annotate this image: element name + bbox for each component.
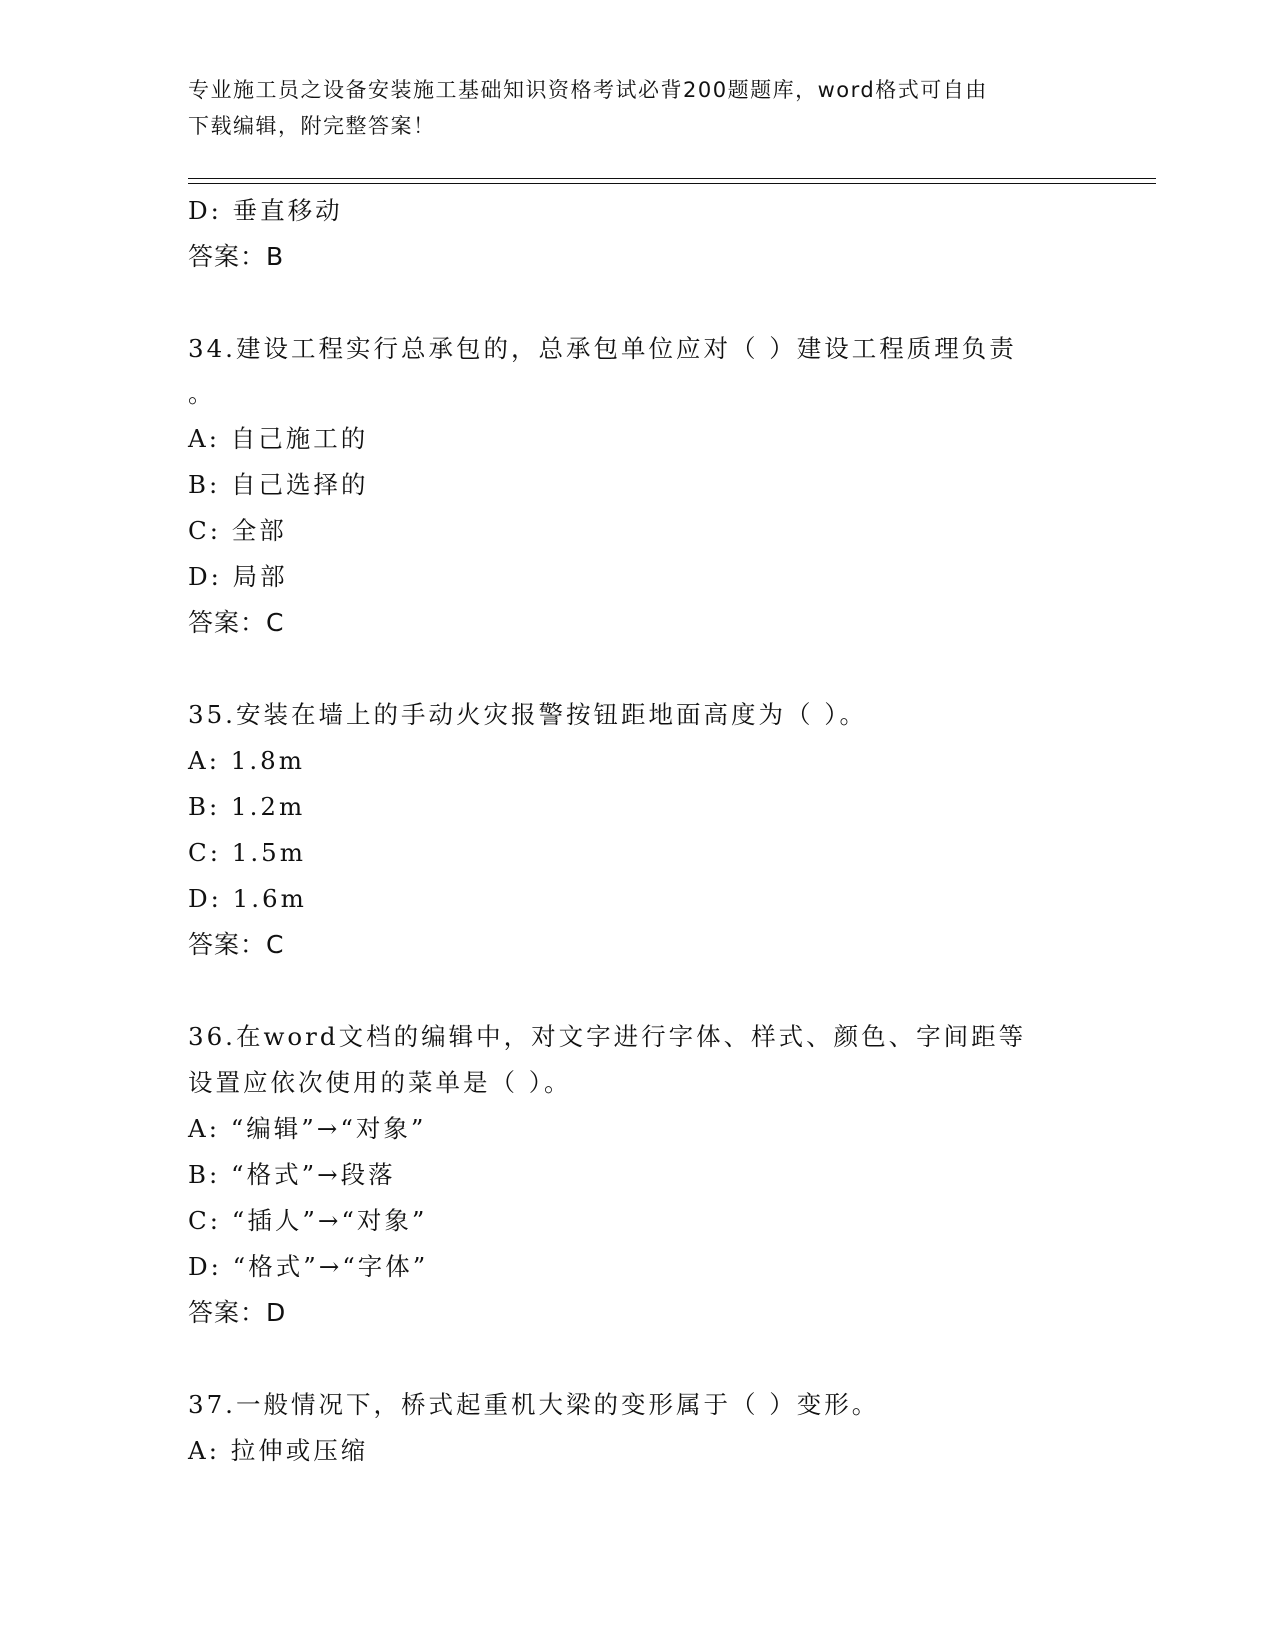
option-c: C: “插人”→“对象”	[188, 1206, 428, 1235]
option-a: A: 自己施工的	[188, 424, 369, 453]
answer: 答案：B	[188, 242, 285, 271]
spacer	[188, 1336, 1108, 1382]
question-34	[188, 326, 1108, 646]
header-line-2: 下载编辑，附完整答案！	[188, 114, 436, 138]
option-c: C: 全部	[188, 516, 287, 545]
question-36	[188, 1014, 1108, 1336]
question-stem: 34.建设工程实行总承包的，总承包单位应对（ ）建设工程质理负责	[188, 334, 1017, 363]
option-d: D: 垂直移动	[188, 196, 343, 225]
question-stem-continued: 设置应依次使用的菜单是（ ）。	[188, 1068, 572, 1097]
option-c: C: 1.5m	[188, 838, 306, 867]
question-35	[188, 692, 1108, 968]
header-double-rule	[188, 178, 1156, 184]
option-d: D: “格式”→“字体”	[188, 1252, 429, 1281]
spacer	[188, 968, 1108, 1014]
answer: 答案：C	[188, 930, 285, 959]
answer: 答案：C	[188, 608, 285, 637]
spacer	[188, 646, 1108, 692]
question-list	[188, 188, 1108, 1474]
option-a: A: 1.8m	[188, 746, 305, 775]
question-stem: 35.安装在墙上的手动火灾报警按钮距地面高度为（ ）。	[188, 700, 867, 729]
option-d: D: 1.6m	[188, 884, 307, 913]
option-a: A: “编辑”→“对象”	[188, 1114, 427, 1143]
answer: 答案：D	[188, 1298, 287, 1327]
question-stem: 36.在word文档的编辑中，对文字进行字体、样式、颜色、字间距等	[188, 1022, 1027, 1051]
option-b: B: 1.2m	[188, 792, 306, 821]
option-b: B: 自己选择的	[188, 470, 369, 499]
question-37	[188, 1382, 1108, 1474]
header-line-1: 专业施工员之设备安装施工基础知识资格考试必背200题题库，word格式可自由	[188, 78, 988, 102]
option-d: D: 局部	[188, 562, 288, 591]
question-stem: 37.一般情况下，桥式起重机大梁的变形属于（ ）变形。	[188, 1390, 880, 1419]
question-stem-continued: 。	[188, 379, 216, 408]
option-b: B: “格式”→段落	[188, 1160, 396, 1189]
option-a: A: 拉伸或压缩	[188, 1436, 369, 1465]
page-header	[188, 72, 1068, 144]
spacer	[188, 280, 1108, 326]
